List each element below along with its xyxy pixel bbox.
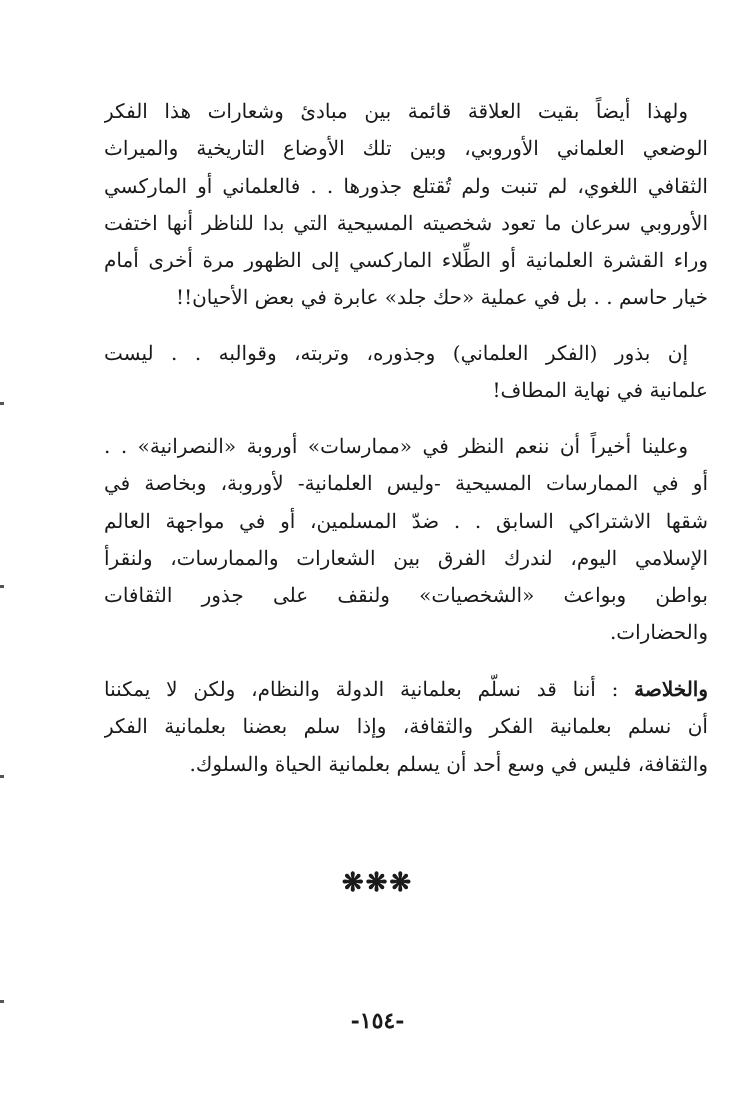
text-line: والثقافة، فليس في وسع أحد أن يسلم بعلمانية الحياة والسلوك. bbox=[189, 751, 708, 776]
paragraph-1 bbox=[104, 93, 708, 317]
paragraph-2 bbox=[104, 335, 708, 410]
paragraph-3 bbox=[104, 428, 708, 652]
text-line: الثقافي اللغوي، لم تنبت ولم تُقتلع جذورها . . فالعلماني أو الماركسي bbox=[104, 173, 708, 198]
text-line: علمانية في نهاية المطاف! bbox=[492, 378, 708, 403]
text-line bbox=[104, 671, 708, 708]
text-line: أن نسلم بعلمانية الفكر والثقافة، وإذا سلم بعضنا بعلمانية الفكر bbox=[104, 714, 708, 739]
text-line: إن بذور (الفكر العلماني) وجذوره، وتربته، وقوالبه . . ليست bbox=[104, 341, 688, 365]
text-line: ولهذا أيضاً بقيت العلاقة قائمة بين مبادئ وشعارات هذا الفكر bbox=[104, 99, 688, 123]
scan-margin-mark bbox=[0, 1000, 4, 1003]
text-line: والحضارات. bbox=[609, 620, 708, 645]
scan-margin-mark bbox=[0, 402, 4, 405]
text-line: الوضعي العلماني الأوروبي، وبين تلك الأوضاع التاريخية والميراث bbox=[104, 136, 708, 161]
text-line: خيار حاسم . . بل في عملية «حك جلد» عابرة في بعض الأحيان!! bbox=[176, 285, 708, 310]
text-line: الإسلامي اليوم، لندرك الفرق بين الشعارات والممارسات، ولنقرأ bbox=[104, 545, 708, 570]
scan-margin-mark bbox=[0, 775, 4, 778]
conclusion-heading: والخلاصة bbox=[634, 677, 708, 701]
text-line: الأوروبي سرعان ما تعود شخصيته المسيحية التي بدا للناظر أنها اختفت bbox=[104, 210, 708, 235]
text-line: وعلينا أخيراً أن ننعم النظر في «ممارسات» أوروبة «النصرانية» . . bbox=[104, 434, 688, 458]
text-line: وراء القشرة العلمانية أو الطِّلاء الماركسي إلى الظهور مرة أخرى أمام bbox=[104, 248, 708, 273]
page-number: -١٥٤- bbox=[350, 1008, 405, 1034]
paragraph-conclusion bbox=[104, 671, 708, 783]
text-line: بواطن وبواعث «الشخصيات» ولنقف على جذور الثقافات bbox=[104, 583, 708, 608]
text-line: أو في الممارسات المسيحية -وليس العلمانية- لأوروبة، وبخاصة في bbox=[104, 471, 708, 496]
text-fragment: : أننا قد نسلّم بعلمانية الدولة والنظام، ولكن لا يمكننا bbox=[104, 677, 619, 701]
scan-margin-mark bbox=[0, 585, 4, 588]
text-line: شقها الاشتراكي السابق . . ضدّ المسلمين، أو في مواجهة العالم bbox=[104, 508, 708, 533]
section-ornament: ❋❋❋ bbox=[341, 868, 414, 898]
